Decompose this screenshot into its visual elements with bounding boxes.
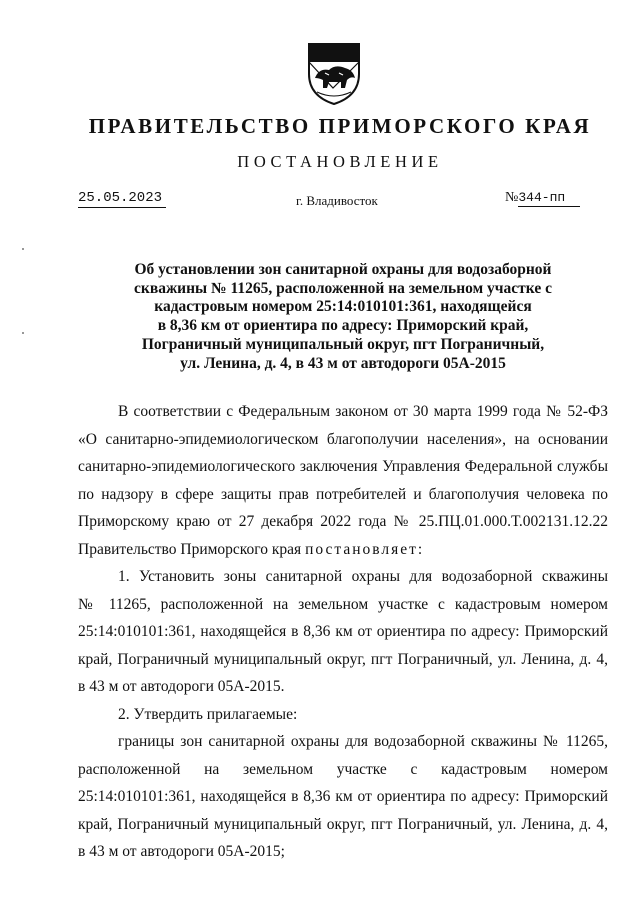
body-line: В соответствии с Федеральным законом от 30 марта 1999 года № 52-ФЗ	[118, 403, 608, 420]
body-line: 25:14:010101:361, находящейся в 8,36 км от ориентира по адресу: Приморский	[78, 788, 608, 805]
government-title: ПРАВИТЕЛЬСТВО ПРИМОРСКОГО КРАЯ	[88, 114, 592, 138]
body-line: по надзору в сфере защиты прав потребителей и благополучия человека по	[78, 485, 608, 503]
subject-line: ул. Ленина, д. 4, в 43 м от автодороги 05А-2015	[180, 354, 506, 372]
body-line: в 43 м от автодороги 05А-2015;	[78, 843, 285, 860]
body-line: «О санитарно-эпидемиологическом благополучии населения», на основании	[78, 430, 608, 448]
subject-line: Об установлении зон санитарной охраны для водозаборной	[134, 261, 552, 278]
document-date: 25.05.2023	[78, 190, 166, 208]
body-line: расположенной на земельном участке с кадастровым номером	[78, 760, 608, 778]
subject-line: кадастровым номером 25:14:010101:361, находящейся	[154, 298, 532, 316]
subject-line: в 8,36 км от ориентира по адресу: Приморский край,	[157, 317, 529, 335]
scan-speck	[22, 332, 24, 334]
body-line: край, Пограничный муниципальный округ, пгт Пограничный, ул. Ленина, д. 4,	[78, 815, 608, 833]
body-line: № 11265, расположенной на земельном участке с кадастровым номером	[78, 595, 608, 613]
number-sign: №	[505, 190, 519, 205]
body-line: в 43 м от автодороги 05А-2015.	[78, 678, 285, 695]
body-line: границы зон санитарной охраны для водозаборной скважины № 11265,	[118, 733, 608, 750]
scan-speck	[22, 248, 24, 250]
primorsky-coat-of-arms-icon	[305, 40, 363, 108]
body-line	[78, 536, 608, 564]
body-line: Приморскому краю от 27 декабря 2022 года № 25.ПЦ.01.000.Т.002131.12.22	[78, 513, 608, 530]
document-type: ПОСТАНОВЛЕНИЕ	[237, 152, 443, 171]
document-subject	[78, 261, 608, 373]
body-line: 25:14:010101:361, находящейся в 8,36 км от ориентира по адресу: Приморский	[78, 623, 608, 640]
document-number	[505, 190, 580, 207]
body-line: 2. Утвердить прилагаемые:	[118, 705, 298, 723]
body-line: край, Пограничный муниципальный округ, пгт Пограничный, ул. Ленина, д. 4,	[78, 650, 608, 668]
body-line: санитарно-эпидемиологического заключения Управления Федеральной службы	[78, 458, 608, 475]
subject-line: Пограничный муниципальный округ, пгт Пограничный,	[141, 335, 545, 353]
document-body	[78, 398, 608, 866]
body-line: 1. Установить зоны санитарной охраны для водозаборной скважины	[118, 568, 608, 585]
document-city: г. Владивосток	[296, 193, 378, 208]
subject-line: скважины № 11265, расположенной на земельном участке с	[134, 279, 552, 297]
decree-word: постановляет:	[305, 540, 425, 558]
government-name: Правительство Приморского края	[78, 540, 302, 558]
number-value: 344-пп	[518, 190, 580, 207]
